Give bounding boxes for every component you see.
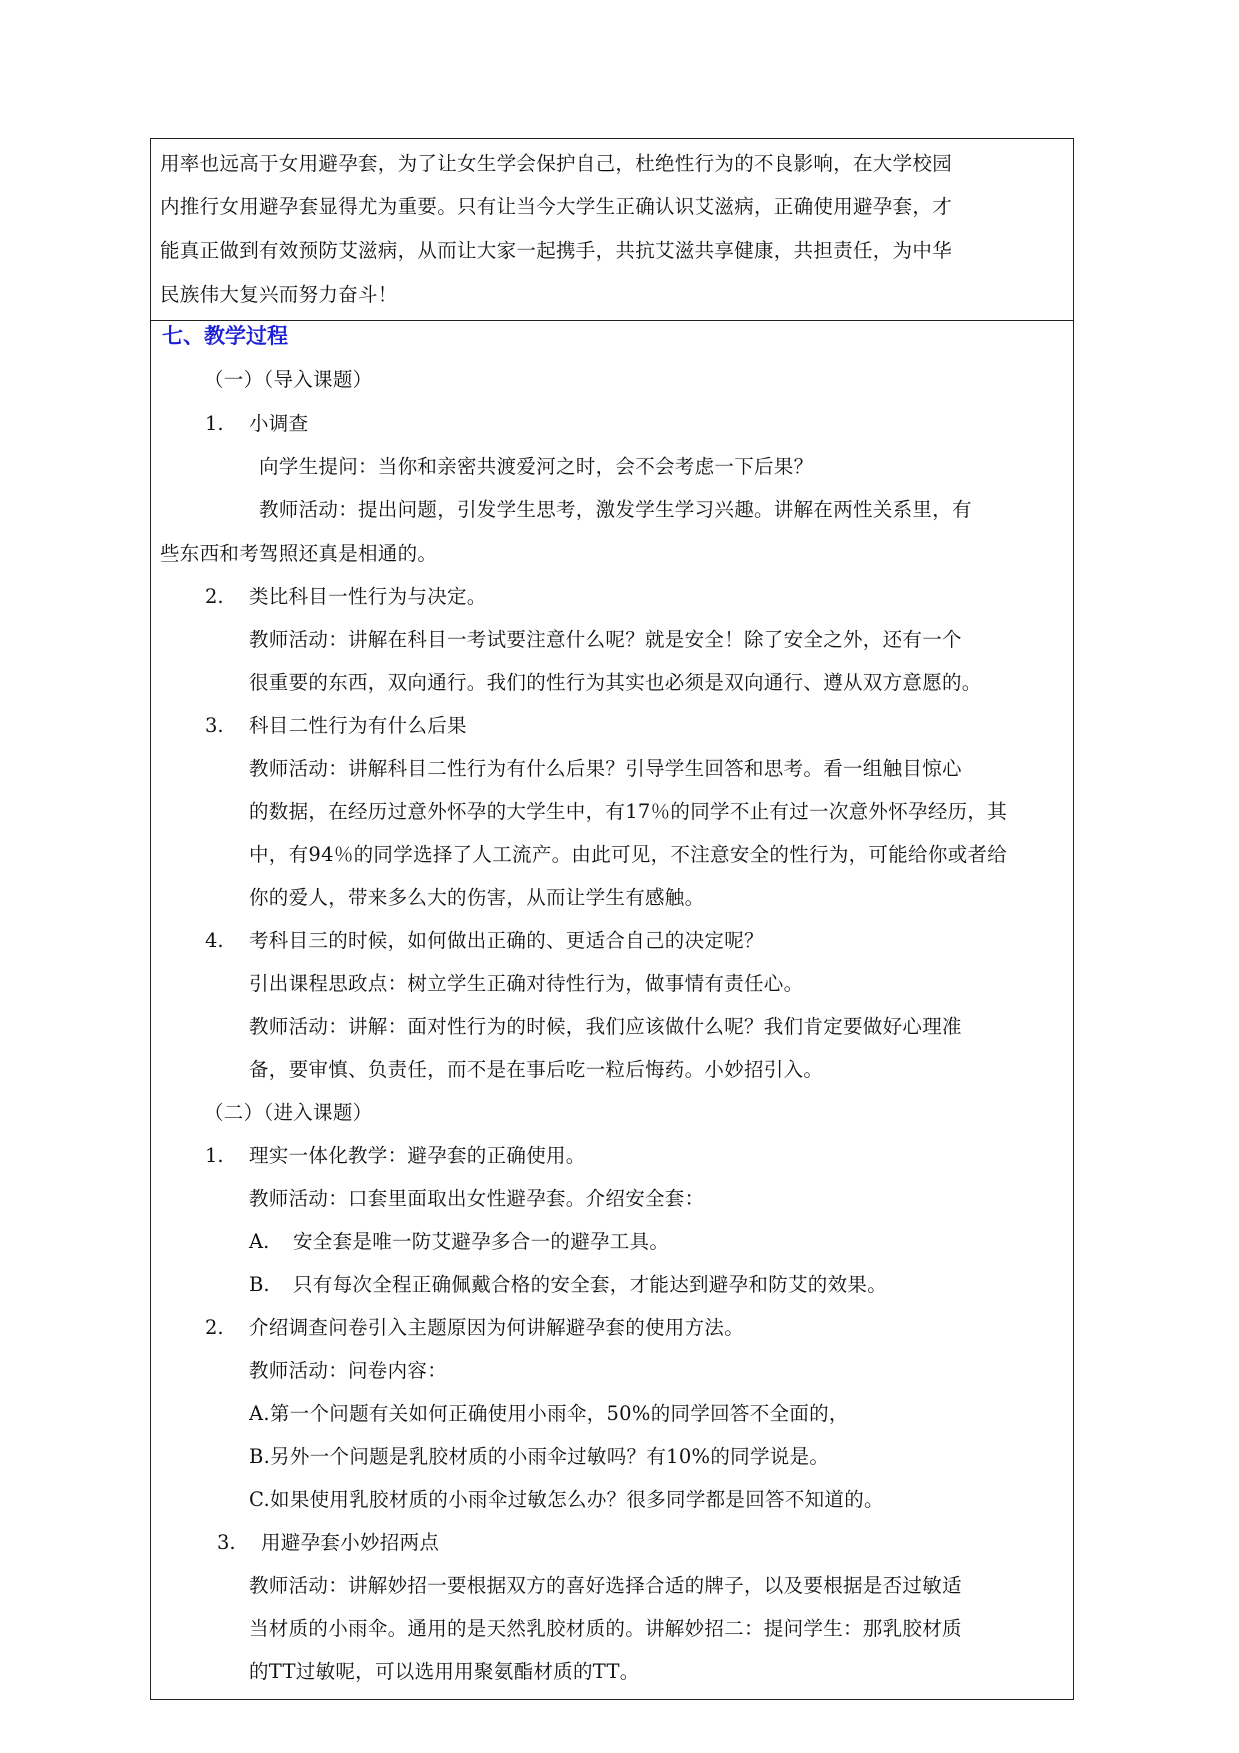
part1-item4-number: 4. (205, 929, 224, 952)
part1-item2-number: 2. (205, 585, 224, 608)
part1-item3-activity-line-4: 你的爱人，带来多么大的伤害，从而让学生有感触。 (249, 886, 705, 909)
part2-item3-number: 3. (217, 1531, 236, 1554)
part2-item1-b-text: 只有每次全程正确佩戴合格的安全套，才能达到避孕和防艾的效果。 (293, 1273, 888, 1296)
part2-item3-activity-line-2: 当材质的小雨伞。通用的是天然乳胶材质的。讲解妙招二：提问学生：那乳胶材质 (249, 1617, 962, 1640)
part2-item1-b-label: B. (249, 1273, 270, 1296)
intro-line-2: 内推行女用避孕套显得尤为重要。只有让当今大学生正确认识艾滋病，正确使用避孕套，才 (160, 195, 953, 218)
part2-item2-number: 2. (205, 1316, 224, 1339)
part1-item4-title: 考科目三的时候，如何做出正确的、更适合自己的决定呢？ (249, 929, 764, 952)
part2-item1-title: 理实一体化教学：避孕套的正确使用。 (249, 1144, 586, 1167)
table-row-divider (150, 320, 1074, 321)
part1-item1-number: 1. (205, 412, 224, 435)
part2-title: （二）（进入课题） (204, 1101, 373, 1124)
part2-item1-number: 1. (205, 1144, 224, 1167)
part1-item3-activity-line-1: 教师活动：讲解科目二性行为有什么后果？引导学生回答和思考。看一组触目惊心 (249, 757, 962, 780)
part2-item1-activity: 教师活动：口套里面取出女性避孕套。介绍安全套： (249, 1187, 705, 1210)
part1-item1-question: 向学生提问：当你和亲密共渡爱河之时，会不会考虑一下后果？ (259, 455, 814, 478)
part1-item4-activity-line-2: 备，要审慎、负责任，而不是在事后吃一粒后悔药。小妙招引入。 (249, 1058, 824, 1081)
part1-item3-activity-line-2: 的数据，在经历过意外怀孕的大学生中，有17％的同学不止有过一次意外怀孕经历，其 (249, 800, 1008, 823)
part1-item2-activity-line-2: 很重要的东西，双向通行。我们的性行为其实也必须是双向通行、遵从双方意愿的。 (249, 671, 982, 694)
intro-line-1: 用率也远高于女用避孕套，为了让女生学会保护自己，杜绝性行为的不良影响，在大学校园 (160, 152, 953, 175)
part2-item2-option-b: B.另外一个问题是乳胶材质的小雨伞过敏吗？有10%的同学说是。 (249, 1445, 830, 1468)
part2-item3-title: 用避孕套小妙招两点 (261, 1531, 440, 1554)
intro-line-4: 民族伟大复兴而努力奋斗！ (160, 283, 398, 306)
part1-item3-number: 3. (205, 714, 224, 737)
part1-item4-ideology-point: 引出课程思政点：树立学生正确对待性行为，做事情有责任心。 (249, 972, 804, 995)
part1-item1-activity-line-2: 些东西和考驾照还真是相通的。 (160, 542, 438, 565)
part2-item3-activity-line-1: 教师活动：讲解妙招一要根据双方的喜好选择合适的牌子，以及要根据是否过敏适 (249, 1574, 962, 1597)
part2-item1-a-text: 安全套是唯一防艾避孕多合一的避孕工具。 (293, 1230, 670, 1253)
part1-item3-title: 科目二性行为有什么后果 (249, 714, 467, 737)
part1-item3-activity-line-3: 中，有94％的同学选择了人工流产。由此可见，不注意安全的性行为，可能给你或者给 (249, 843, 1008, 866)
part1-item2-title: 类比科目一性行为与决定。 (249, 585, 487, 608)
part1-item1-title: 小调查 (249, 412, 309, 435)
part2-item2-option-c: C.如果使用乳胶材质的小雨伞过敏怎么办？很多同学都是回答不知道的。 (249, 1488, 884, 1511)
part2-item1-a-label: A. (249, 1230, 270, 1253)
part2-item3-activity-line-3: 的TT过敏呢，可以选用用聚氨酯材质的TT。 (249, 1660, 640, 1683)
part1-item4-activity-line-1: 教师活动：讲解：面对性行为的时候，我们应该做什么呢？我们肯定要做好心理准 (249, 1015, 962, 1038)
section-title: 七、教学过程 (162, 324, 288, 348)
part1-item1-activity-line-1: 教师活动：提出问题，引发学生思考，激发学生学习兴趣。讲解在两性关系里，有 (259, 498, 972, 521)
part2-item2-title: 介绍调查问卷引入主题原因为何讲解避孕套的使用方法。 (249, 1316, 745, 1339)
part1-title: （一）（导入课题） (204, 368, 373, 391)
intro-line-3: 能真正做到有效预防艾滋病，从而让大家一起携手，共抗艾滋共享健康，共担责任，为中华 (160, 239, 953, 262)
part1-item2-activity-line-1: 教师活动：讲解在科目一考试要注意什么呢？就是安全！除了安全之外，还有一个 (249, 628, 962, 651)
part2-item2-option-a: A.第一个问题有关如何正确使用小雨伞，50%的同学回答不全面的， (249, 1402, 849, 1425)
part2-item2-activity: 教师活动：问卷内容： (249, 1359, 448, 1382)
